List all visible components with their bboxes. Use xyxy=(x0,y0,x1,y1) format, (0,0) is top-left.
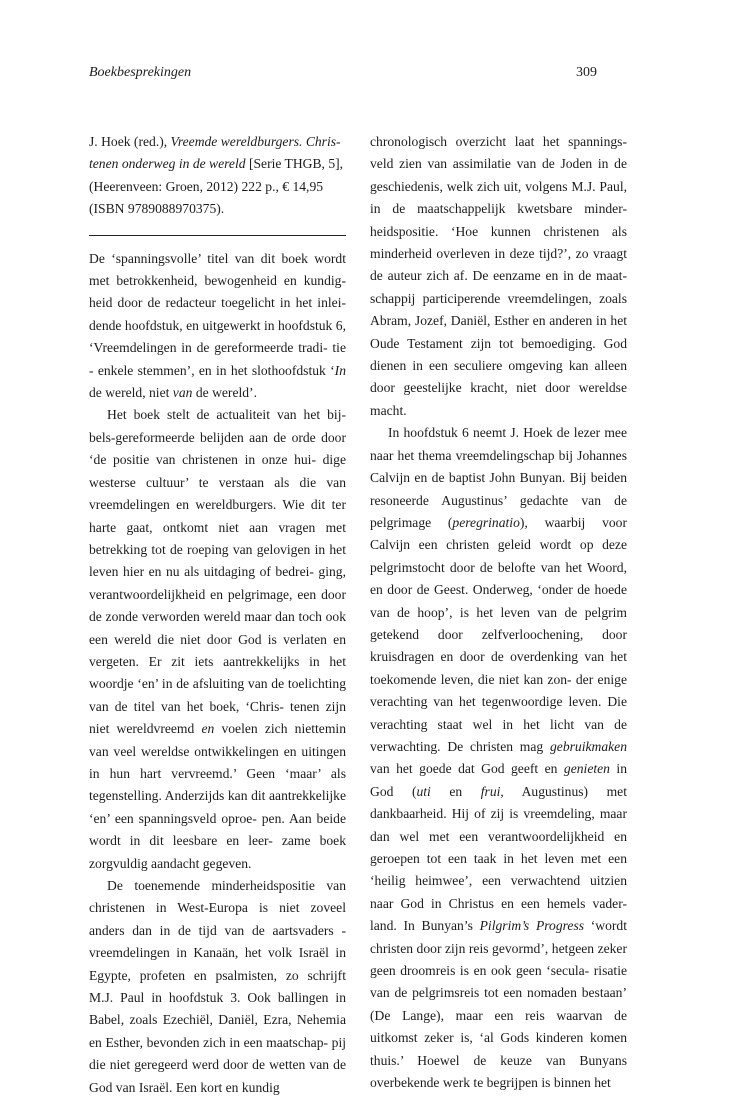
left-paragraph-1 xyxy=(89,248,346,405)
running-head-title: Boekbesprekingen xyxy=(89,65,192,80)
italic-run: frui xyxy=(480,783,501,799)
italic-run: peregrinatio xyxy=(452,514,520,530)
text-run: ‘wordt christen door zijn reis gevormd’, hetgeen zeker geen droomreis is en ook geen ‘secula- risatie van de pelgrimsreis tot een nomaden bestaan’ (De Lange), maar een reis waarvan de uitkomst zeker is, ‘al Gods kinderen komen thuis.’ Hoewel de keuze van Bunyans overbekende werk te begrijpen is binnen het xyxy=(370,918,627,1091)
left-paragraph-3: De toenemende minderheidspositie van christenen in West-Europa is niet zoveel anders dan in de tijd van de aartsvaders - vreemdelingen in Kanaän, het volk Israël in Egypte, profeten en psalmisten, zo schrijft M.J. Paul in hoofdstuk 3. Ook ballingen in Babel, zoals Ezechiël, Daniël, Ezra, Nehemia en Esther, bevonden zich in een maatschap- pij die niet geregeerd werd door de wetten van de God van Israël. Een kort en kundig xyxy=(89,878,346,1095)
italic-run: Pilgrim’s Progress xyxy=(479,918,585,934)
italic-run: van xyxy=(172,385,193,401)
citation-editor: J. Hoek (red.), xyxy=(89,134,171,149)
citation-book-title: Vreemde wereldburgers. Chris- xyxy=(170,134,341,149)
text-run: , Augustinus) met dankbaarheid. Hij of zij is vreemdeling, maar dan wel met een verantwoordelijkheid en geroepen tot een taak in het leven met een ‘heilig heimwee’, een verwachtend uitzien naar God in Christus en een hemels vader- land. In Bunyan’s xyxy=(370,783,627,934)
left-paragraph-2 xyxy=(89,404,346,875)
text-run: voelen zich niettemin van veel wereldse ontwikkelingen en uitingen in hun hart vervreemd.’ Geen ‘maar’ als tegenstelling. Anderzijds kan dit aantrekkelijke ‘en’ een spanningsveld oproe- pen. Aan beide wordt in dit leesbare en leer- zame boek zorgvuldig aandacht gegeven. xyxy=(89,721,346,871)
italic-run: uti xyxy=(416,783,431,799)
text-run: de wereld’. xyxy=(192,385,257,401)
text-run: In hoofdstuk 6 neemt J. Hoek de lezer mee naar het thema vreemdelingschap bij Johannes Calvijn en de baptist John Bunyan. Bij beiden resoneerde Augustinus’ gedachte van de pelgrimage ( xyxy=(370,425,627,530)
text-run: van het goede dat God geeft en xyxy=(370,761,564,777)
text-run: de wereld, niet xyxy=(89,385,173,401)
right-column xyxy=(370,131,627,1094)
text-run: en xyxy=(430,783,481,799)
book-citation xyxy=(89,131,346,221)
page-number: 309 xyxy=(576,65,597,80)
running-head xyxy=(89,62,597,84)
citation-isbn: (ISBN 9789088970375). xyxy=(89,201,225,217)
citation-book-subtitle: tenen onderweg in de wereld xyxy=(89,156,246,172)
text-run: ), waarbij voor Calvijn een christen geleid wordt op deze pelgrimstocht door de belofte van het Woord, en door de Geest. Onderweg, ‘onder de hoede van de hoop’, is het leven van de pelgrim getekend door zelfverloochening, door kruisdragen en door de overdenking van het toekomende leven, die niet kan zon- der enige verachting van het tegenwoordige leven. Die verachting staat wel in het licht van de verwachting. De christen mag xyxy=(370,514,627,754)
right-paragraph-1: chronologisch overzicht laat het spannings- veld zien van assimilatie van de Joden in de geschiedenis, welk zich uit, volgens M.J. Paul, in de maatschappelijk kwetsbare minder- heidspositie. ‘Hoe kunnen christenen als minderheid overleven in deze tijd?’, zo vraagt de auteur zich af. De eenzame en in de maat- schappij participerende vreemdelingen, zoals Abram, Jozef, Daniël, Esther en anderen in het Oude Testament zijn tot bemoediging. God dienen in een seculiere omgeving kan alleen door geestelijke kracht, niet door wereldse macht. xyxy=(370,134,627,418)
citation-series: [Serie THGB, 5], xyxy=(245,156,344,172)
italic-run: genieten xyxy=(563,761,610,777)
italic-run: en xyxy=(201,721,215,737)
text-run: Het boek stelt de actualiteit van het bij- bels-gereformeerde belijden aan de orde door ‘de positie van christenen in onze hui- dige westerse cultuur’ te verstaan als die van vreemdelingen en wereldburgers. Wie dit ter harte gaat, ontkomt niet aan vragen met betrekking tot de roeping van gelovigen in het leven hier en nu als uitdaging of bedrei- ging, verantwoordelijkheid en pelgrimage, een door de zonde verworden wereld maar dan toch ook een wereld die niet door God is verlaten en vergeten. Er zit iets aantrekkelijks in het woordje ‘en’ in de afsluiting van de toelichting van de titel van het boek, ‘Chris- tenen zijn niet wereldvreemd xyxy=(89,407,346,737)
italic-run: In xyxy=(334,362,346,378)
citation-publisher: (Heerenveen: Groen, 2012) 222 p., € 14,95 xyxy=(89,178,324,194)
text-run: De ‘spanningsvolle’ titel van dit boek wordt met betrokkenheid, bewogenheid en kundig- heid door de redacteur toegelicht in het inlei- dende hoofdstuk, en uitgewerkt in hoofdstuk 6, ‘Vreemdelingen in de gereformeerde tradi- tie - enkele stemmen’, en in het slothoofdstuk ‘ xyxy=(89,250,346,378)
right-paragraph-2 xyxy=(370,422,627,1094)
italic-run: gebruikmaken xyxy=(549,738,627,754)
citation-divider xyxy=(89,235,346,236)
left-column xyxy=(89,131,346,1099)
text-run: in God ( xyxy=(370,761,627,799)
